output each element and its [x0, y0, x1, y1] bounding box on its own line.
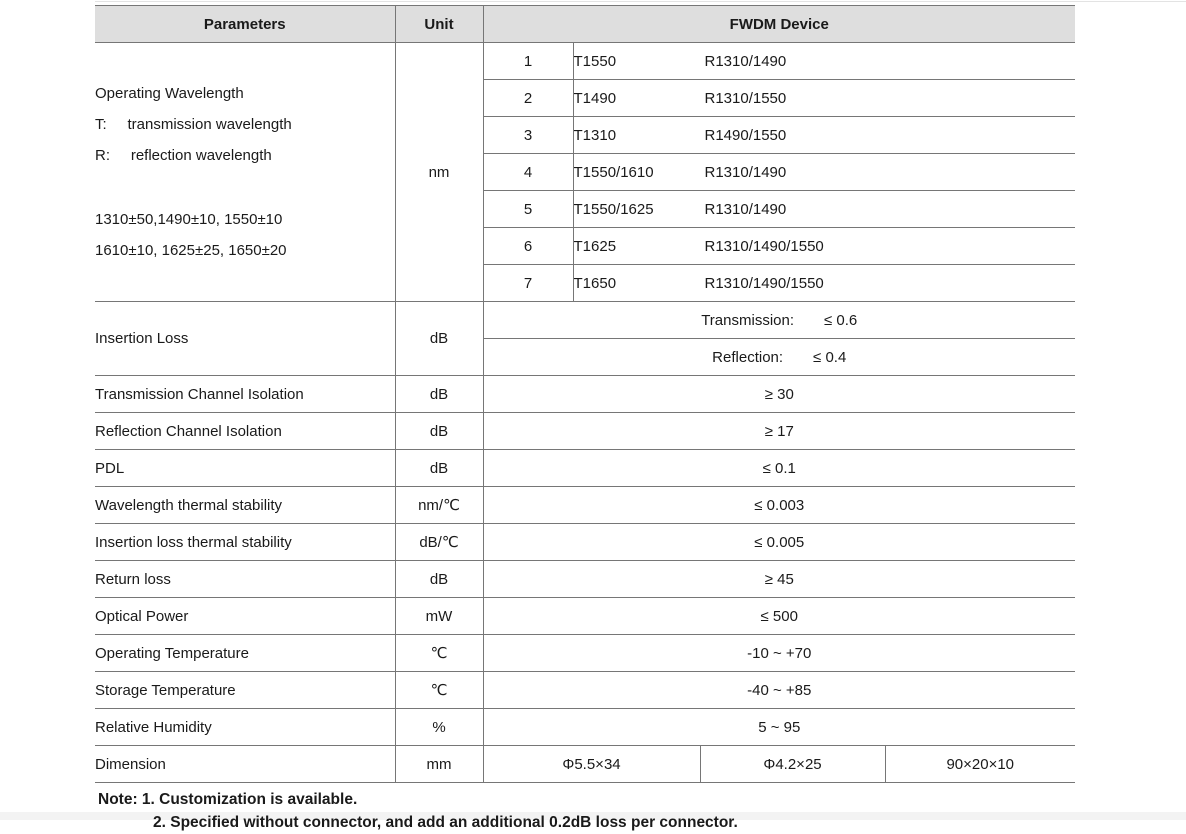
- transmission-wavelength: T1550/1610: [573, 163, 654, 181]
- param-label: Return loss: [95, 561, 395, 598]
- param-row: [95, 376, 1075, 413]
- param-row: [95, 450, 1075, 487]
- unit-cell: nm/℃: [395, 487, 483, 524]
- il-value: ≤ 0.6: [824, 311, 858, 329]
- device-row-number: 4: [483, 154, 573, 191]
- transmission-wavelength: T1490: [573, 89, 617, 107]
- param-label: Relative Humidity: [95, 709, 395, 746]
- unit-cell: mm: [395, 746, 483, 783]
- wavelength-range-line: 1610±10, 1625±25, 1650±20: [95, 242, 287, 259]
- operating-wavelength-label: [95, 43, 395, 302]
- device-row-number: 1: [483, 43, 573, 80]
- device-row-values: [573, 117, 1075, 154]
- device-row-number: 2: [483, 80, 573, 117]
- param-row: [95, 413, 1075, 450]
- unit-cell: dB: [395, 450, 483, 487]
- transmission-wavelength: T1310: [573, 126, 617, 144]
- spec-section: [95, 5, 1075, 834]
- param-label: Dimension: [95, 746, 395, 783]
- dimension-value: Φ5.5×34: [483, 746, 700, 783]
- il-value: ≤ 0.4: [813, 348, 847, 366]
- header-parameters: Parameters: [95, 6, 395, 43]
- reflection-wavelength: R1310/1490: [704, 163, 787, 181]
- wavelength-label-line: R: reflection wavelength: [95, 147, 272, 164]
- reflection-wavelength: R1310/1490: [704, 200, 787, 218]
- transmission-wavelength: T1550: [573, 52, 617, 70]
- header-device: FWDM Device: [483, 6, 1075, 43]
- device-row-number: 6: [483, 228, 573, 265]
- param-label: PDL: [95, 450, 395, 487]
- value-cell: -40 ~ +85: [483, 672, 1075, 709]
- wavelength-range-line: 1310±50,1490±10, 1550±10: [95, 211, 283, 228]
- wavelength-label-line: T: transmission wavelength: [95, 116, 292, 133]
- param-label: Operating Temperature: [95, 635, 395, 672]
- wavelength-row: [95, 43, 1075, 80]
- device-row-values: [573, 43, 1075, 80]
- table-header-row: [95, 6, 1075, 43]
- insertion-loss-transmission: [484, 312, 1076, 329]
- transmission-wavelength: T1550/1625: [573, 200, 654, 218]
- device-row-values: [573, 154, 1075, 191]
- value-cell: ≥ 30: [483, 376, 1075, 413]
- device-row-values: [573, 228, 1075, 265]
- transmission-wavelength: T1625: [573, 237, 617, 255]
- value-cell: ≤ 0.005: [483, 524, 1075, 561]
- param-label: Insertion loss thermal stability: [95, 524, 395, 561]
- unit-cell: dB: [395, 302, 483, 376]
- param-label: Insertion Loss: [95, 302, 395, 376]
- param-row: [95, 672, 1075, 709]
- param-label: Transmission Channel Isolation: [95, 376, 395, 413]
- insertion-loss-row: [95, 302, 1075, 339]
- param-label: Wavelength thermal stability: [95, 487, 395, 524]
- value-cell: ≥ 17: [483, 413, 1075, 450]
- unit-cell: %: [395, 709, 483, 746]
- note-line-1: Note: 1. Customization is available.: [98, 791, 358, 808]
- device-row-number: 5: [483, 191, 573, 228]
- dimension-row: [95, 746, 1075, 783]
- unit-cell: dB: [395, 413, 483, 450]
- page-top-rule: [95, 1, 1186, 2]
- note-block: [95, 788, 1075, 834]
- value-cell: ≤ 0.1: [483, 450, 1075, 487]
- param-row: [95, 487, 1075, 524]
- fwdm-spec-table: [95, 5, 1075, 783]
- insertion-loss-reflection: [484, 349, 1076, 366]
- device-row-number: 3: [483, 117, 573, 154]
- value-cell: ≤ 0.003: [483, 487, 1075, 524]
- value-cell: [483, 339, 1075, 376]
- unit-cell: dB: [395, 376, 483, 413]
- param-label: Reflection Channel Isolation: [95, 413, 395, 450]
- value-cell: ≤ 500: [483, 598, 1075, 635]
- reflection-wavelength: R1310/1550: [704, 89, 787, 107]
- device-row-values: [573, 80, 1075, 117]
- reflection-wavelength: R1310/1490/1550: [704, 237, 824, 255]
- unit-cell: mW: [395, 598, 483, 635]
- reflection-wavelength: R1310/1490: [704, 52, 787, 70]
- param-row: [95, 561, 1075, 598]
- device-row-values: [573, 265, 1075, 302]
- unit-cell: dB: [395, 561, 483, 598]
- param-row: [95, 635, 1075, 672]
- value-cell: [483, 302, 1075, 339]
- param-row: [95, 598, 1075, 635]
- dimension-value: Φ4.2×25: [700, 746, 885, 783]
- reflection-wavelength: R1310/1490/1550: [704, 274, 824, 292]
- il-name: Transmission:: [701, 311, 795, 329]
- il-name: Reflection:: [712, 348, 784, 366]
- dimension-value: 90×20×10: [885, 746, 1075, 783]
- param-row: [95, 524, 1075, 561]
- wavelength-unit: nm: [395, 43, 483, 302]
- unit-cell: dB/℃: [395, 524, 483, 561]
- unit-cell: ℃: [395, 635, 483, 672]
- wavelength-label-gap: [95, 171, 395, 204]
- wavelength-label-line: Operating Wavelength: [95, 85, 244, 102]
- reflection-wavelength: R1490/1550: [704, 126, 787, 144]
- device-row-number: 7: [483, 265, 573, 302]
- header-unit: Unit: [395, 6, 483, 43]
- param-label: Optical Power: [95, 598, 395, 635]
- value-cell: ≥ 45: [483, 561, 1075, 598]
- param-label: Storage Temperature: [95, 672, 395, 709]
- device-row-values: [573, 191, 1075, 228]
- note-line-2: 2. Specified without connector, and add an additional 0.2dB loss per connector.: [153, 814, 738, 831]
- param-row: [95, 709, 1075, 746]
- transmission-wavelength: T1650: [573, 274, 617, 292]
- value-cell: -10 ~ +70: [483, 635, 1075, 672]
- value-cell: 5 ~ 95: [483, 709, 1075, 746]
- unit-cell: ℃: [395, 672, 483, 709]
